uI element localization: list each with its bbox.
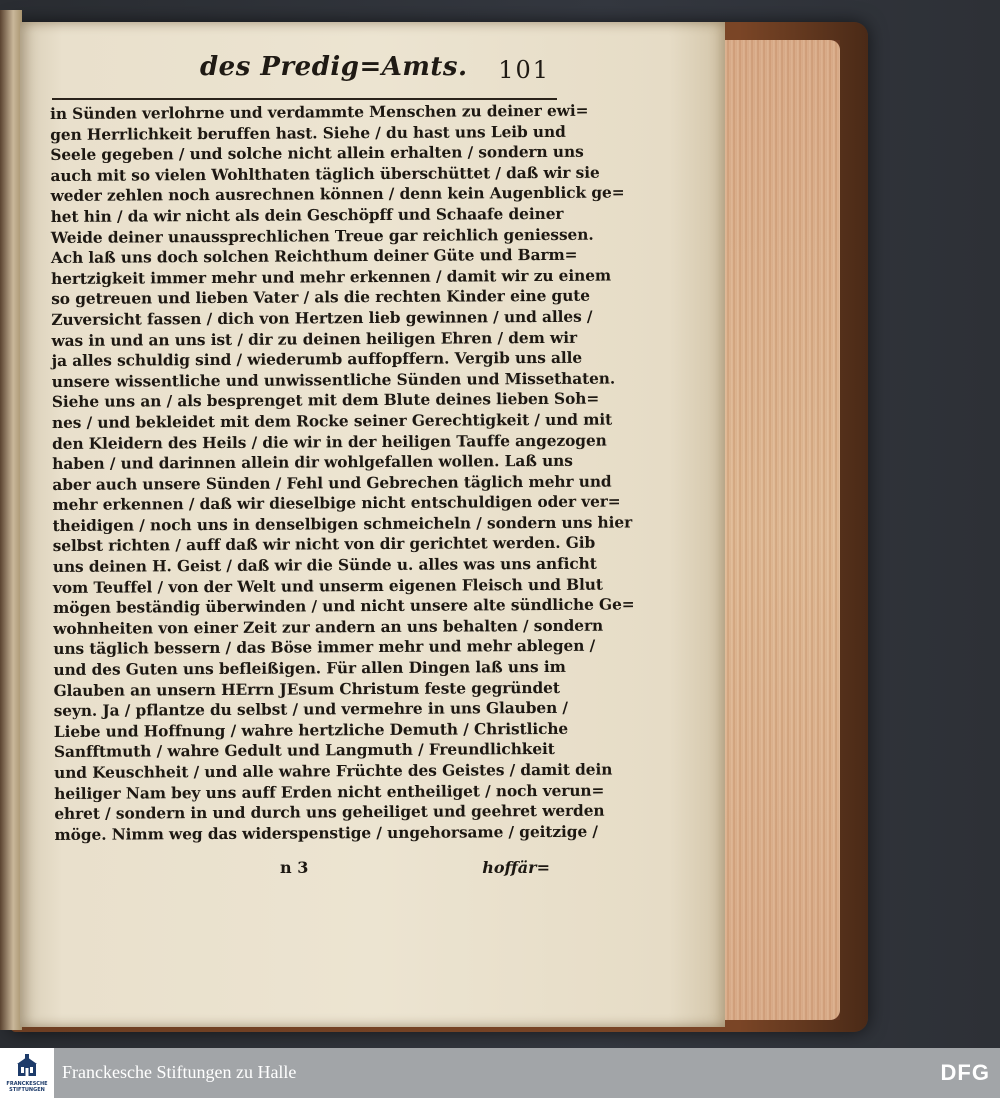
text-line: weder zehlen noch ausrechnen können / denn kein Augenblick ge=	[50, 183, 625, 206]
logo-caption-line-1: FRANCKESCHE	[6, 1081, 48, 1087]
text-line: Ach laß uns doch solchen Reichthum deiner Güte und Barm=	[50, 245, 578, 268]
text-line: wohnheiten von einer Zeit zur andern an uns behalten / sondern	[53, 616, 604, 638]
page-number: 101	[498, 56, 550, 84]
catchword: hoffär=	[482, 858, 550, 877]
text-line: selbst richten / auff daß wir nicht von dir gerichtet werden. Gib	[52, 534, 596, 556]
footer-bar	[0, 1048, 1000, 1098]
text-line: Sanfftmuth / wahre Gedult und Langmuth / Freundlichkeit	[53, 740, 555, 762]
left-page-edge	[0, 10, 22, 1030]
running-head	[180, 52, 550, 92]
logo-caption-line-2: STIFTUNGEN	[9, 1087, 45, 1093]
text-line: aber auch unsere Sünden / Fehl und Gebrechen täglich mehr und	[52, 472, 612, 494]
institution-logo[interactable]	[0, 1048, 54, 1098]
running-head-title: des Predig=Amts.	[200, 52, 468, 82]
text-line: den Kleidern des Heils / die wir in der heiligen Tauffe angezogen	[52, 431, 607, 453]
text-line: mehr erkennen / daß wir dieselbige nicht entschuldigen oder ver=	[52, 492, 621, 515]
institution-name[interactable]: Franckesche Stiftungen zu Halle	[62, 1062, 297, 1082]
text-line: ja alles schuldig sind / wiederumb auffopffern. Vergib uns alle	[51, 348, 583, 371]
text-line: Seele gegeben / und solche nicht allein erhalten / sondern uns	[50, 142, 584, 165]
text-line: und Keuschheit / und alle wahre Früchte des Geistes / damit dein	[54, 760, 613, 782]
text-line: hertzigkeit immer mehr und mehr erkennen / damit wir zu einem	[51, 266, 612, 288]
text-line: mögen beständig überwinden / und nicht unsere alte sündliche Ge=	[53, 595, 635, 618]
text-line: vom Teuffel / von der Welt und unserm eigenen Fleisch und Blut	[52, 575, 603, 597]
text-line: haben / und darinnen allein dir wohlgefallen wollen. Laß uns	[52, 451, 573, 474]
text-line: so getreuen und lieben Vater / als die rechten Kinder eine gute	[51, 287, 591, 309]
text-line: nes / und bekleidet mit dem Rocke seiner Gerechtigkeit / und mit	[51, 410, 613, 432]
text-line: und des Guten uns befleißigen. Für allen Dingen laß uns im	[53, 657, 566, 680]
building-icon	[15, 1054, 39, 1078]
text-line: was in und an uns ist / dir zu deinen heiligen Ehren / dem wir	[51, 328, 577, 350]
signature-mark: n 3	[280, 858, 309, 877]
text-line: ehret / sondern in und durch uns geheiliget und geehret werden	[54, 801, 605, 824]
page-footer	[280, 858, 550, 882]
text-line: auch mit so vielen Wohlthaten täglich überschüttet / daß wir sie	[50, 163, 600, 185]
body-text	[50, 101, 635, 846]
text-line: seyn. Ja / pflantze du selbst / und vermehre in uns Glauben /	[53, 699, 568, 721]
text-line: Zuversicht fassen / dich von Hertzen lieb gewinnen / und alles /	[51, 307, 593, 329]
dfg-logo[interactable]: DFG	[940, 1060, 990, 1085]
text-line: in Sünden verlohrne und verdammte Menschen zu deiner ewi=	[50, 101, 589, 123]
text-line: Glauben an unsern HErrn JEsum Christum feste gegründet	[53, 678, 560, 700]
text-line: möge. Nimm weg das widerspenstige / ungehorsame / geitzige /	[54, 822, 598, 844]
text-line: uns deinen H. Geist / daß wir die Sünde u. alles was uns anficht	[52, 554, 597, 577]
text-line: uns täglich bessern / das Böse immer mehr und mehr ablegen /	[53, 637, 596, 659]
text-line: het hin / da wir nicht als dein Geschöpff und Schaafe deiner	[50, 204, 564, 226]
text-line: theidigen / noch uns in denselbigen schmeicheln / sondern uns hier	[52, 513, 633, 535]
header-rule	[52, 98, 557, 100]
text-line: gen Herrlichkeit beruffen hast. Siehe / du hast uns Leib und	[50, 122, 566, 144]
text-line: Weide deiner unaussprechlichen Treue gar reichlich geniessen.	[50, 225, 594, 247]
text-line: heiliger Nam bey uns auff Erden nicht entheiliget / noch verun=	[54, 781, 605, 803]
text-line: Liebe und Hoffnung / wahre hertzliche Demuth / Christliche	[53, 719, 569, 741]
text-line: unsere wissentliche und unwissentliche Sünden und Missethaten.	[51, 369, 616, 391]
logo-caption	[0, 1081, 54, 1093]
text-line: Siehe uns an / als besprenget mit dem Blute deines lieben Soh=	[51, 389, 600, 412]
